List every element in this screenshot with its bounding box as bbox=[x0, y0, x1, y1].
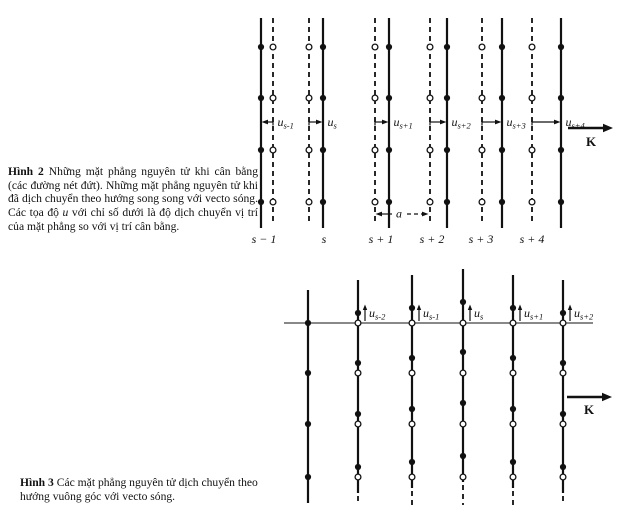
figure3-caption-text: Các mặt phẳng nguyên tử dịch chuyển theo hướng vuông góc với vecto sóng. bbox=[20, 476, 258, 503]
displaced-atom bbox=[460, 453, 466, 459]
figure2-caption-text-2: với chỉ số dưới là độ dịch chuyển vị trí của mặt phẳng so với vị trí cân bằng. bbox=[8, 206, 258, 233]
displaced-atom bbox=[355, 360, 361, 366]
equilibrium-atom bbox=[529, 147, 535, 153]
figure3-caption-number: Hình 3 bbox=[20, 476, 54, 489]
displaced-atom bbox=[409, 355, 415, 361]
equilibrium-atom bbox=[427, 147, 433, 153]
displacement-arrowhead bbox=[316, 120, 323, 125]
lattice-spacing-label: a bbox=[396, 206, 402, 221]
equilibrium-atom bbox=[355, 474, 361, 480]
displacement-label: $u_{s-1}$ bbox=[423, 306, 440, 322]
equilibrium-atom bbox=[270, 199, 276, 205]
displaced-atom bbox=[386, 44, 392, 50]
equilibrium-atom bbox=[427, 44, 433, 50]
displacement-arrowhead bbox=[363, 305, 367, 311]
equilibrium-atom bbox=[479, 95, 485, 101]
equilibrium-atom bbox=[479, 147, 485, 153]
equilibrium-atom bbox=[306, 44, 312, 50]
displaced-atom bbox=[409, 459, 415, 465]
equilibrium-atom bbox=[355, 370, 361, 376]
equilibrium-atom bbox=[529, 95, 535, 101]
displaced-atom bbox=[258, 199, 264, 205]
figure3-caption bbox=[20, 476, 264, 503]
displaced-atom bbox=[355, 310, 361, 316]
displaced-atom bbox=[258, 44, 264, 50]
displaced-atom bbox=[560, 310, 566, 316]
displaced-atom bbox=[409, 406, 415, 412]
displaced-atom bbox=[305, 320, 311, 326]
displaced-atom bbox=[320, 199, 326, 205]
displaced-atom bbox=[320, 44, 326, 50]
equilibrium-atom bbox=[306, 147, 312, 153]
displaced-atom bbox=[460, 400, 466, 406]
plane-index-label: s + 4 bbox=[519, 232, 545, 246]
displaced-atom bbox=[355, 411, 361, 417]
displacement-label: $u_{s-1}$ bbox=[277, 115, 294, 131]
displacement-arrowhead bbox=[417, 305, 421, 311]
displacement-label: $u_{s+4}$ bbox=[565, 115, 585, 131]
displaced-atom bbox=[499, 147, 505, 153]
displacement-label: $u_{s+2}$ bbox=[451, 115, 471, 131]
displaced-atom bbox=[499, 95, 505, 101]
wave-vector-label: K bbox=[583, 402, 595, 417]
equilibrium-atom bbox=[409, 320, 415, 326]
equilibrium-atom bbox=[479, 44, 485, 50]
displaced-atom bbox=[510, 355, 516, 361]
displaced-atom bbox=[444, 95, 450, 101]
displacement-label: $u_{s+1}$ bbox=[524, 306, 544, 322]
displacement-label: $u_{s+2}$ bbox=[574, 306, 594, 322]
equilibrium-atom bbox=[270, 44, 276, 50]
displaced-atom bbox=[305, 421, 311, 427]
displaced-atom bbox=[558, 199, 564, 205]
displaced-atom bbox=[510, 406, 516, 412]
equilibrium-atom bbox=[529, 44, 535, 50]
displaced-atom bbox=[386, 199, 392, 205]
displaced-atom bbox=[386, 147, 392, 153]
plane-index-label: s + 2 bbox=[419, 232, 445, 246]
displacement-arrowhead bbox=[440, 120, 447, 125]
wave-vector-label: K bbox=[585, 134, 597, 149]
displaced-atom bbox=[444, 44, 450, 50]
equilibrium-atom bbox=[560, 320, 566, 326]
displaced-atom bbox=[510, 459, 516, 465]
displaced-atom bbox=[560, 360, 566, 366]
equilibrium-atom bbox=[460, 320, 466, 326]
displacement-arrowhead bbox=[568, 305, 572, 311]
equilibrium-atom bbox=[460, 370, 466, 376]
displacement-arrowhead bbox=[262, 120, 269, 125]
displaced-atom bbox=[444, 199, 450, 205]
equilibrium-atom bbox=[460, 421, 466, 427]
figure2-caption-u-symbol: u bbox=[62, 206, 69, 220]
equilibrium-atom bbox=[372, 147, 378, 153]
wave-vector-arrowhead bbox=[603, 124, 613, 132]
equilibrium-atom bbox=[427, 95, 433, 101]
displacement-label: $u_{s+1}$ bbox=[393, 115, 413, 131]
displaced-atom bbox=[460, 349, 466, 355]
equilibrium-atom bbox=[372, 95, 378, 101]
displaced-atom bbox=[558, 95, 564, 101]
displacement-label: $u_{s-2}$ bbox=[369, 306, 386, 322]
displacement-arrowhead bbox=[382, 120, 389, 125]
equilibrium-atom bbox=[427, 199, 433, 205]
displacement-label: $u_{s+3}$ bbox=[506, 115, 526, 131]
equilibrium-atom bbox=[529, 199, 535, 205]
plane-index-label: s − 1 bbox=[251, 232, 277, 246]
displaced-atom bbox=[499, 199, 505, 205]
displaced-atom bbox=[558, 147, 564, 153]
equilibrium-atom bbox=[306, 95, 312, 101]
equilibrium-atom bbox=[510, 474, 516, 480]
plane-index-label: s + 1 bbox=[368, 232, 394, 246]
displaced-atom bbox=[305, 474, 311, 480]
lattice-spacing-arrowhead-right bbox=[422, 212, 429, 217]
figure2-caption bbox=[8, 165, 258, 233]
displaced-atom bbox=[460, 299, 466, 305]
displaced-atom bbox=[386, 95, 392, 101]
equilibrium-atom bbox=[372, 44, 378, 50]
displacement-arrowhead bbox=[495, 120, 502, 125]
equilibrium-atom bbox=[306, 199, 312, 205]
displacement-label: $u_s$ bbox=[474, 306, 484, 322]
equilibrium-atom bbox=[409, 474, 415, 480]
equilibrium-atom bbox=[560, 474, 566, 480]
equilibrium-atom bbox=[355, 320, 361, 326]
equilibrium-atom bbox=[560, 370, 566, 376]
displaced-atom bbox=[560, 464, 566, 470]
displaced-atom bbox=[560, 411, 566, 417]
equilibrium-atom bbox=[510, 370, 516, 376]
equilibrium-atom bbox=[460, 474, 466, 480]
displacement-arrowhead bbox=[518, 305, 522, 311]
plane-index-label: s bbox=[321, 232, 327, 246]
equilibrium-atom bbox=[479, 199, 485, 205]
displacement-arrowhead bbox=[554, 120, 561, 125]
equilibrium-atom bbox=[409, 370, 415, 376]
displaced-atom bbox=[258, 147, 264, 153]
equilibrium-atom bbox=[409, 421, 415, 427]
plane-index-label: s + 3 bbox=[468, 232, 494, 246]
wave-vector-arrowhead bbox=[602, 393, 612, 401]
displaced-atom bbox=[355, 464, 361, 470]
displaced-atom bbox=[320, 147, 326, 153]
displaced-atom bbox=[444, 147, 450, 153]
figure2-caption-text-1: Những mặt phẳng nguyên tử khi cân bằng (các đường nét đứt). Những mặt phẳng nguyên tử khi đã dịch chuyển theo hướng song song với vecto sóng. Các tọa độ bbox=[8, 165, 258, 220]
figure2-caption-number: Hình 2 bbox=[8, 165, 44, 178]
displacement-arrowhead bbox=[468, 305, 472, 311]
displacement-label: $u_s$ bbox=[327, 115, 337, 131]
equilibrium-atom bbox=[560, 421, 566, 427]
displaced-atom bbox=[510, 305, 516, 311]
displaced-atom bbox=[558, 44, 564, 50]
equilibrium-atom bbox=[355, 421, 361, 427]
displaced-atom bbox=[305, 370, 311, 376]
displaced-atom bbox=[258, 95, 264, 101]
displaced-atom bbox=[409, 305, 415, 311]
displaced-atom bbox=[320, 95, 326, 101]
equilibrium-atom bbox=[510, 421, 516, 427]
equilibrium-atom bbox=[270, 95, 276, 101]
equilibrium-atom bbox=[510, 320, 516, 326]
displaced-atom bbox=[499, 44, 505, 50]
equilibrium-atom bbox=[270, 147, 276, 153]
equilibrium-atom bbox=[372, 199, 378, 205]
